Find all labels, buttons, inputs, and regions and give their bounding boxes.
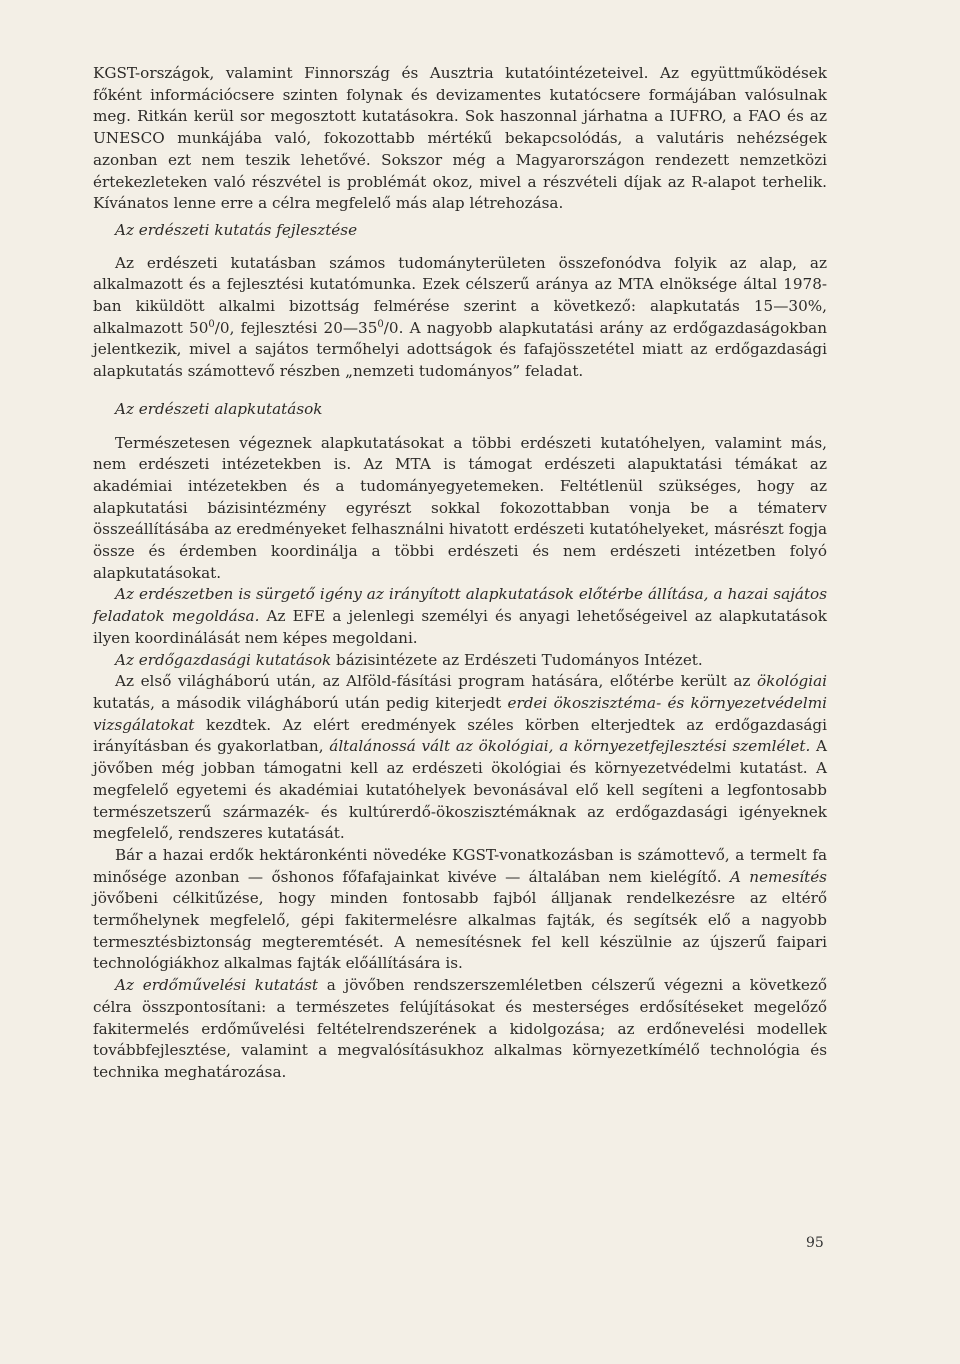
percent-superscript: 0 bbox=[208, 318, 215, 330]
paragraph-breeding bbox=[93, 845, 827, 975]
plain-text: A jövőben még jobban támogatni kell az erdészeti ökológiai és környezetvédelmi kutatást. A megfelelő egyetemi és akadémiai kutatóhelyek bevonásával elő kell segíteni a legfontosabb természetszerű származék- és kultúrerdő-ökoszisztémáknak az erdőgazdasági igényeknek megfelelő, rendszeres kutatását. bbox=[93, 737, 828, 843]
plain-text: kezdtek. Az elért eredmények széles körben elterjedtek az erdőgazdasági irányításban és gyakorlatban, bbox=[93, 715, 827, 756]
percent-superscript: 0 bbox=[377, 318, 384, 330]
paragraph-research-ratio bbox=[93, 253, 827, 383]
paragraph-other-institutes: Természetesen végeznek alapkutatásokat a többi erdészeti kutatóhelyen, valamint más, nem erdészeti intézetekben is. Az MTA is támogat erdészeti alapuktatási témákat az akadémiai intézetekben és a tudományegyetemeken. Feltétlenül szükséges, hogy az alapkutatási bázisintézmény egyrészt sokkal fokozottabban vonja be a tématerv összeállításába az eredményeket felhasználni hivatott erdészeti kutatóhelyeket, másrészt fogja össze és érdemben koordinálja a többi erdészeti és nem erdészeti intézetben folyó alapkutatásokat. bbox=[93, 433, 827, 582]
percent-denominator: 0 bbox=[388, 318, 399, 337]
plain-text: kutatás, a második világháború után pedig kiterjedt bbox=[93, 693, 508, 712]
ratio-text-4: . A nagyobb alapkutatási arány az erdőgazdaságokban jelentkezik, mivel a sajátos termőhelyi adottságok és fafajösszetétel miatt az erdőgazdasági alapkutatás számottevő részben „nemzeti tudományos” feladat. bbox=[93, 318, 827, 381]
plain-text: jövőbeni célkitűzése, hogy minden fontosabb fajból álljanak rendelkezésre az eltérő termőhelynek megfelelő, gépi fakitermelésre alkalmas fajták, és segítsék elő a nagyobb termesztésbiztonság megteremtését. A nemesítésnek fel kell készülnie az újszerű faipari technológiákhoz alkalmas fajták előállítására is. bbox=[93, 889, 827, 973]
ratio-text-3: , fejlesztési 20—35 bbox=[229, 318, 378, 337]
plain-text: bázisintézete az Erdészeti Tudományos Intézet. bbox=[331, 650, 703, 669]
plain-text: a jövőben rendszerszemléletben célszerű végezni a következő célra összpontosítani: a természetes felújításokat és mesterséges erdősítéseket megelőző fakitermelés erdőművelési feltételrendszerének a kidolgozása; az erdőnevelési modellek továbbfejlesztése, valamint a megvalósításukhoz alkalmas környezetkímélő technológia és technika meghatározása. bbox=[93, 976, 828, 1081]
paragraph-directed-research bbox=[93, 584, 827, 649]
emphasis-text: erdei ökoszisztéma- és környezetvédelmi vizsgálatokat bbox=[93, 693, 827, 734]
emphasis-text: általánossá vált az ökológiai, a környezetfejlesztési szemlélet. bbox=[329, 737, 811, 756]
body-text bbox=[93, 63, 827, 1084]
emphasis-text: Az erdészetben is sürgető igény az irányított alapkutatások előtérbe állítása, a hazai sajátos feladatok megoldása. bbox=[93, 585, 827, 626]
ratio-text-1: Az erdészeti kutatásban számos tudományterületen összefonódva folyik az alap, az alkalmazott és a fejlesztési kutatómunka. Ezek célszerű aránya az MTA elnöksége által 1978-ban kiküldött alkalmi bizottság felmérése szerint a következő: alapkutatás 15—30 bbox=[93, 253, 827, 316]
page-number: 95 bbox=[806, 1235, 824, 1251]
section-heading-development: Az erdészeti kutatás fejlesztése bbox=[115, 220, 358, 239]
section-heading-basic-research: Az erdészeti alapkutatások bbox=[115, 399, 323, 418]
paragraph-cooperation: KGST-országok, valamint Finnország és Ausztria kutatóintézeteivel. Az együttműködések főként információcsere szinten folynak és devizamentes kutatócsere formájában valósulnak meg. Ritkán kerül sor megosztott kutatásokra. Sok haszonnal járhatna a IUFRO, a FAO és az UNESCO munkájába való, fokozottabb mértékű bekapcsolódás, a valutáris nehézségek azonban ezt nem teszik lehetővé. Sokszor még a Magyarországon rendezett nemzetközi értekezleteken való részvétel is problémát okoz, mivel a részvételi díjak az R-alapot terhelik. Kívánatos lenne erre a célra megfelelő más alap létrehozása. bbox=[93, 64, 827, 213]
percent-sign: / bbox=[383, 318, 389, 337]
paragraph-ecology bbox=[93, 671, 827, 845]
percent-denominator: 0 bbox=[219, 318, 230, 337]
plain-text: Az EFE a jelenlegi személyi és anyagi lehetőségeivel az alapkutatások ilyen koordinálását nem képes megoldani. bbox=[93, 607, 827, 647]
emphasis-text: A nemesítés bbox=[729, 867, 827, 886]
percent-sign: / bbox=[214, 318, 220, 337]
paragraph-forestry-research bbox=[93, 650, 827, 672]
emphasis-text: ökológiai bbox=[757, 672, 827, 691]
percent-sign: % bbox=[807, 297, 823, 316]
emphasis-text: Az erdőművelési kutatást bbox=[115, 976, 318, 995]
emphasis-text: Az erdőgazdasági kutatások bbox=[115, 650, 332, 669]
ratio-text-2: , alkalmazott 50 bbox=[93, 297, 827, 337]
plain-text: Bár a hazai erdők hektáronkénti növedéke KGST-vonatkozásban is számottevő, a termelt fa minősége azonban — őshonos főfafajainkat kivéve — általában nem kielégítő. bbox=[93, 845, 827, 886]
plain-text: Az első világháború után, az Alföld-fásítási program hatására, előtérbe került az bbox=[115, 672, 758, 691]
paragraph-silviculture bbox=[93, 975, 827, 1084]
